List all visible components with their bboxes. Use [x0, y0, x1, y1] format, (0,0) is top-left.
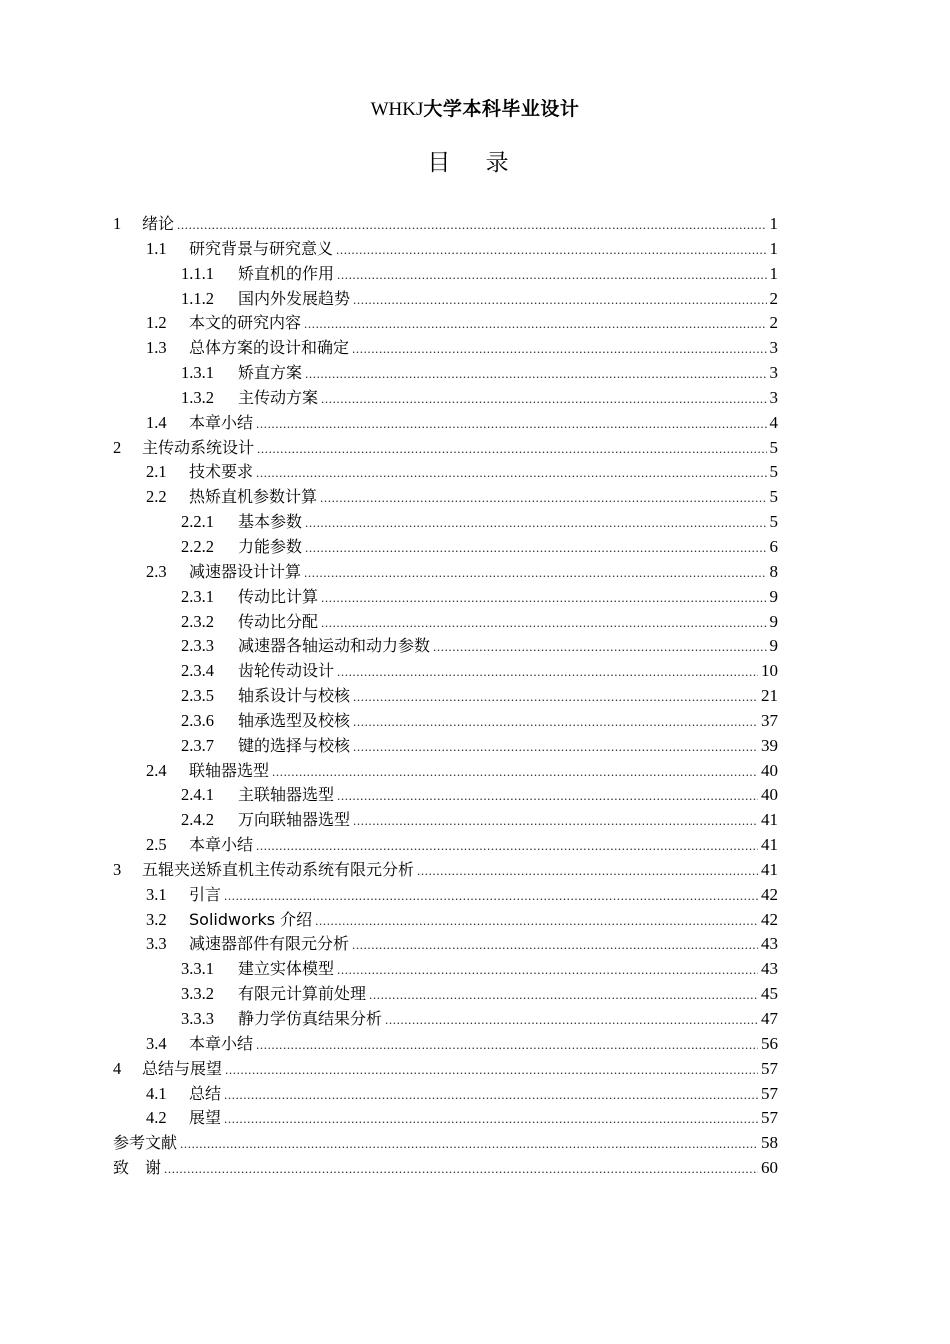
toc-entry-label: 有限元计算前处理	[238, 984, 367, 1004]
toc-entry-page: 8	[769, 561, 778, 581]
toc-entry-label: 轴承选型及校核	[238, 710, 351, 730]
toc-entry[interactable]	[113, 261, 778, 286]
toc-entry-number: 1.3.1	[181, 363, 214, 383]
toc-entry[interactable]	[113, 211, 778, 236]
toc-entry[interactable]	[113, 633, 778, 658]
toc-entry[interactable]	[113, 1056, 778, 1081]
toc-entry-label: 热矫直机参数计算	[189, 487, 318, 507]
toc-entry-label: 基本参数	[238, 512, 303, 532]
toc-dot-leader	[256, 416, 766, 432]
toc-entry-number: 2.1	[146, 462, 167, 482]
toc-entry[interactable]	[113, 1031, 778, 1056]
toc-entry[interactable]	[113, 708, 778, 733]
toc-entry-label: 减速器部件有限元分析	[189, 934, 350, 954]
toc-entry-label: 本文的研究内容	[189, 313, 302, 333]
toc-entry-number: 2.4.2	[181, 810, 214, 830]
toc-entry-number: 4	[113, 1058, 122, 1078]
toc-entry-label: 传动比分配	[238, 611, 319, 631]
toc-entry[interactable]	[113, 360, 778, 385]
toc-entry[interactable]	[113, 807, 778, 832]
toc-dot-leader	[353, 739, 758, 755]
toc-entry-label: 键的选择与校核	[238, 735, 351, 755]
toc-entry-page: 1	[769, 214, 778, 233]
toc-entry[interactable]	[113, 559, 778, 584]
toc-entry-number: 2.3.6	[181, 710, 214, 730]
toc-entry-label: 传动比计算	[238, 586, 319, 606]
toc-dot-leader	[321, 590, 766, 606]
toc-entry[interactable]	[113, 435, 778, 460]
toc-entry-label: 参考文献	[113, 1133, 178, 1153]
toc-entry-number: 3.4	[146, 1033, 167, 1053]
toc-entry-number: 1.3.2	[181, 387, 214, 407]
toc-entry[interactable]	[113, 1130, 778, 1155]
toc-entry-page: 41	[761, 810, 778, 830]
toc-dot-leader	[224, 888, 758, 904]
toc-entry[interactable]	[113, 1006, 778, 1031]
toc-entry-label: 静力学仿真结果分析	[238, 1009, 383, 1028]
toc-entry-label: Solidworks 介绍	[189, 909, 313, 929]
toc-entry[interactable]	[113, 832, 778, 857]
toc-entry-page: 5	[769, 487, 778, 507]
toc-entry[interactable]	[113, 236, 778, 261]
toc-entry-number: 1.1	[146, 238, 167, 258]
toc-entry[interactable]	[113, 459, 778, 484]
toc-entry-page: 41	[761, 859, 778, 879]
toc-entry-number: 3.3.2	[181, 984, 214, 1004]
toc-entry-label: 减速器各轴运动和动力参数	[238, 636, 431, 656]
toc-entry-label: 减速器设计计算	[189, 561, 302, 581]
toc-dot-leader	[304, 565, 766, 581]
toc-entry[interactable]	[113, 758, 778, 783]
toc-entry[interactable]	[113, 931, 778, 956]
toc-entry-page: 2	[769, 313, 778, 333]
toc-entry-page: 45	[761, 984, 778, 1004]
toc-entry-label: 主传动系统设计	[142, 437, 255, 457]
toc-entry-number: 2.3.4	[181, 661, 214, 681]
table-of-contents	[113, 211, 778, 1180]
toc-entry-number: 3.3.3	[181, 1009, 214, 1028]
toc-entry-label: 本章小结	[189, 1033, 254, 1053]
toc-entry-page: 5	[769, 512, 778, 532]
toc-title: 目 录	[427, 150, 523, 176]
toc-dot-leader	[417, 863, 758, 879]
toc-entry-page: 21	[761, 686, 778, 706]
toc-entry[interactable]	[113, 1105, 778, 1130]
toc-entry-page: 1	[769, 263, 778, 283]
toc-entry-page: 10	[761, 661, 778, 681]
toc-dot-leader	[257, 441, 766, 457]
toc-entry-number: 2.4	[146, 760, 167, 780]
toc-entry[interactable]	[113, 310, 778, 335]
toc-entry-page: 3	[769, 387, 778, 407]
toc-entry-number: 2	[113, 437, 122, 457]
toc-dot-leader	[256, 838, 758, 854]
toc-entry[interactable]	[113, 509, 778, 534]
toc-entry-label: 建立实体模型	[238, 959, 335, 979]
toc-dot-leader	[337, 664, 758, 680]
page-header	[0, 94, 950, 121]
toc-entry[interactable]	[113, 1155, 778, 1180]
toc-dot-leader	[164, 1161, 758, 1177]
toc-entry-page: 6	[769, 536, 778, 556]
toc-entry-number: 1.1.2	[181, 288, 214, 308]
toc-entry-page: 58	[761, 1133, 778, 1153]
toc-entry-number: 3.3	[146, 934, 167, 954]
toc-dot-leader	[224, 1087, 758, 1103]
toc-entry[interactable]	[113, 857, 778, 882]
toc-dot-leader	[353, 689, 758, 705]
toc-entry[interactable]	[113, 782, 778, 807]
toc-entry-label: 展望	[189, 1108, 222, 1128]
toc-entry[interactable]	[113, 658, 778, 683]
toc-entry-label: 五辊夹送矫直机主传动系统有限元分析	[142, 859, 415, 879]
toc-entry-label: 本章小结	[189, 412, 254, 432]
toc-entry-label: 轴系设计与校核	[238, 686, 351, 706]
toc-entry[interactable]	[113, 956, 778, 981]
toc-entry-number: 1.4	[146, 412, 167, 432]
toc-entry[interactable]	[113, 683, 778, 708]
toc-entry-number: 2.3.1	[181, 586, 214, 606]
toc-dot-leader	[337, 788, 758, 804]
toc-dot-leader	[337, 962, 758, 978]
toc-entry-page: 3	[769, 338, 778, 358]
toc-dot-leader	[353, 292, 766, 308]
toc-entry-number: 4.1	[146, 1083, 167, 1103]
toc-entry[interactable]	[113, 335, 778, 360]
toc-entry-number: 2.5	[146, 835, 167, 855]
toc-entry-label: 总结	[189, 1083, 222, 1103]
toc-dot-leader	[385, 1012, 758, 1028]
toc-entry[interactable]	[113, 410, 778, 435]
toc-entry-label: 绪论	[142, 214, 175, 233]
toc-entry-number: 3	[113, 859, 122, 879]
toc-entry-page: 9	[769, 636, 778, 656]
toc-dot-leader	[320, 490, 766, 506]
toc-entry-page: 41	[761, 835, 778, 855]
toc-entry-number: 1	[113, 214, 122, 233]
toc-dot-leader	[256, 1037, 758, 1053]
toc-entry[interactable]	[113, 609, 778, 634]
toc-entry-label: 技术要求	[189, 462, 254, 482]
toc-entry-page: 43	[761, 934, 778, 954]
toc-entry-page: 40	[761, 760, 778, 780]
toc-entry[interactable]	[113, 882, 778, 907]
toc-entry-label: 本章小结	[189, 835, 254, 855]
toc-entry-page: 5	[769, 462, 778, 482]
toc-entry-page: 9	[769, 611, 778, 631]
toc-entry-label: 力能参数	[238, 536, 303, 556]
toc-entry-page: 43	[761, 959, 778, 979]
toc-dot-leader	[305, 540, 766, 556]
toc-dot-leader	[433, 639, 766, 655]
toc-entry-page: 56	[761, 1033, 778, 1053]
toc-entry-page: 47	[761, 1009, 778, 1028]
toc-entry-label: 引言	[189, 884, 222, 904]
toc-entry[interactable]	[113, 1081, 778, 1106]
toc-entry-label: 主传动方案	[238, 387, 319, 407]
toc-entry[interactable]	[113, 534, 778, 559]
toc-entry-page: 3	[769, 363, 778, 383]
toc-entry-label: 总体方案的设计和确定	[189, 338, 350, 358]
toc-dot-leader	[272, 764, 758, 780]
toc-dot-leader	[321, 391, 766, 407]
toc-dot-leader	[353, 714, 758, 730]
toc-entry-page: 57	[761, 1058, 778, 1078]
toc-entry[interactable]	[113, 584, 778, 609]
toc-entry-page: 1	[769, 238, 778, 258]
toc-entry-label: 致 谢	[113, 1158, 162, 1178]
header-title: 大学本科毕业设计	[423, 98, 580, 120]
toc-entry-label: 万向联轴器选型	[238, 810, 351, 830]
toc-entry[interactable]	[113, 981, 778, 1006]
toc-entry-label: 矫直方案	[238, 363, 303, 383]
toc-entry-label: 矫直机的作用	[238, 263, 335, 283]
toc-entry-label: 总结与展望	[142, 1058, 223, 1078]
toc-entry-page: 42	[761, 909, 778, 929]
toc-entry-label: 研究背景与研究意义	[189, 238, 334, 258]
toc-entry-label: 国内外发展趋势	[238, 288, 351, 308]
header-latin: WHKJ	[370, 99, 424, 120]
toc-entry-page: 60	[761, 1158, 778, 1178]
toc-entry-number: 3.1	[146, 884, 167, 904]
toc-dot-leader	[305, 366, 766, 382]
toc-entry-number: 2.3.5	[181, 686, 214, 706]
toc-dot-leader	[369, 987, 758, 1003]
toc-entry-number: 2.3.2	[181, 611, 214, 631]
toc-entry-number: 2.2.1	[181, 512, 214, 532]
toc-dot-leader	[305, 515, 766, 531]
toc-entry-page: 42	[761, 884, 778, 904]
toc-entry-label: 主联轴器选型	[238, 785, 335, 805]
toc-entry-page: 2	[769, 288, 778, 308]
toc-entry-page: 39	[761, 735, 778, 755]
toc-entry-number: 2.3.7	[181, 735, 214, 755]
toc-dot-leader	[256, 465, 766, 481]
toc-dot-leader	[353, 813, 758, 829]
toc-entry[interactable]	[113, 385, 778, 410]
toc-entry-label: 齿轮传动设计	[238, 661, 335, 681]
toc-entry-number: 2.3	[146, 561, 167, 581]
toc-entry-page: 5	[769, 437, 778, 457]
toc-dot-leader	[177, 217, 766, 233]
toc-entry-page: 40	[761, 785, 778, 805]
toc-dot-leader	[225, 1062, 758, 1078]
toc-entry-page: 9	[769, 586, 778, 606]
toc-entry[interactable]	[113, 484, 778, 509]
toc-entry-number: 2.2.2	[181, 536, 214, 556]
toc-dot-leader	[321, 615, 766, 631]
toc-entry-page: 4	[769, 412, 778, 432]
toc-entry[interactable]	[113, 733, 778, 758]
toc-dot-leader	[337, 267, 766, 283]
toc-entry-number: 1.1.1	[181, 263, 214, 283]
toc-dot-leader	[224, 1111, 758, 1127]
toc-entry-number: 1.2	[146, 313, 167, 333]
toc-dot-leader	[180, 1136, 758, 1152]
toc-entry-number: 3.3.1	[181, 959, 214, 979]
toc-dot-leader	[352, 937, 758, 953]
toc-entry[interactable]	[113, 286, 778, 311]
toc-dot-leader	[315, 913, 758, 929]
toc-entry-page: 57	[761, 1083, 778, 1103]
toc-entry-page: 37	[761, 710, 778, 730]
toc-entry-number: 2.3.3	[181, 636, 214, 656]
toc-dot-leader	[304, 316, 766, 332]
toc-entry-number: 1.3	[146, 338, 167, 358]
toc-entry-page: 57	[761, 1108, 778, 1128]
toc-entry-number: 2.4.1	[181, 785, 214, 805]
toc-entry-number: 4.2	[146, 1108, 167, 1128]
toc-entry-label: 联轴器选型	[189, 760, 270, 780]
toc-dot-leader	[336, 242, 766, 258]
toc-entry-number: 3.2	[146, 909, 167, 929]
toc-entry[interactable]	[113, 907, 778, 932]
toc-entry-number: 2.2	[146, 487, 167, 507]
toc-dot-leader	[352, 341, 766, 357]
